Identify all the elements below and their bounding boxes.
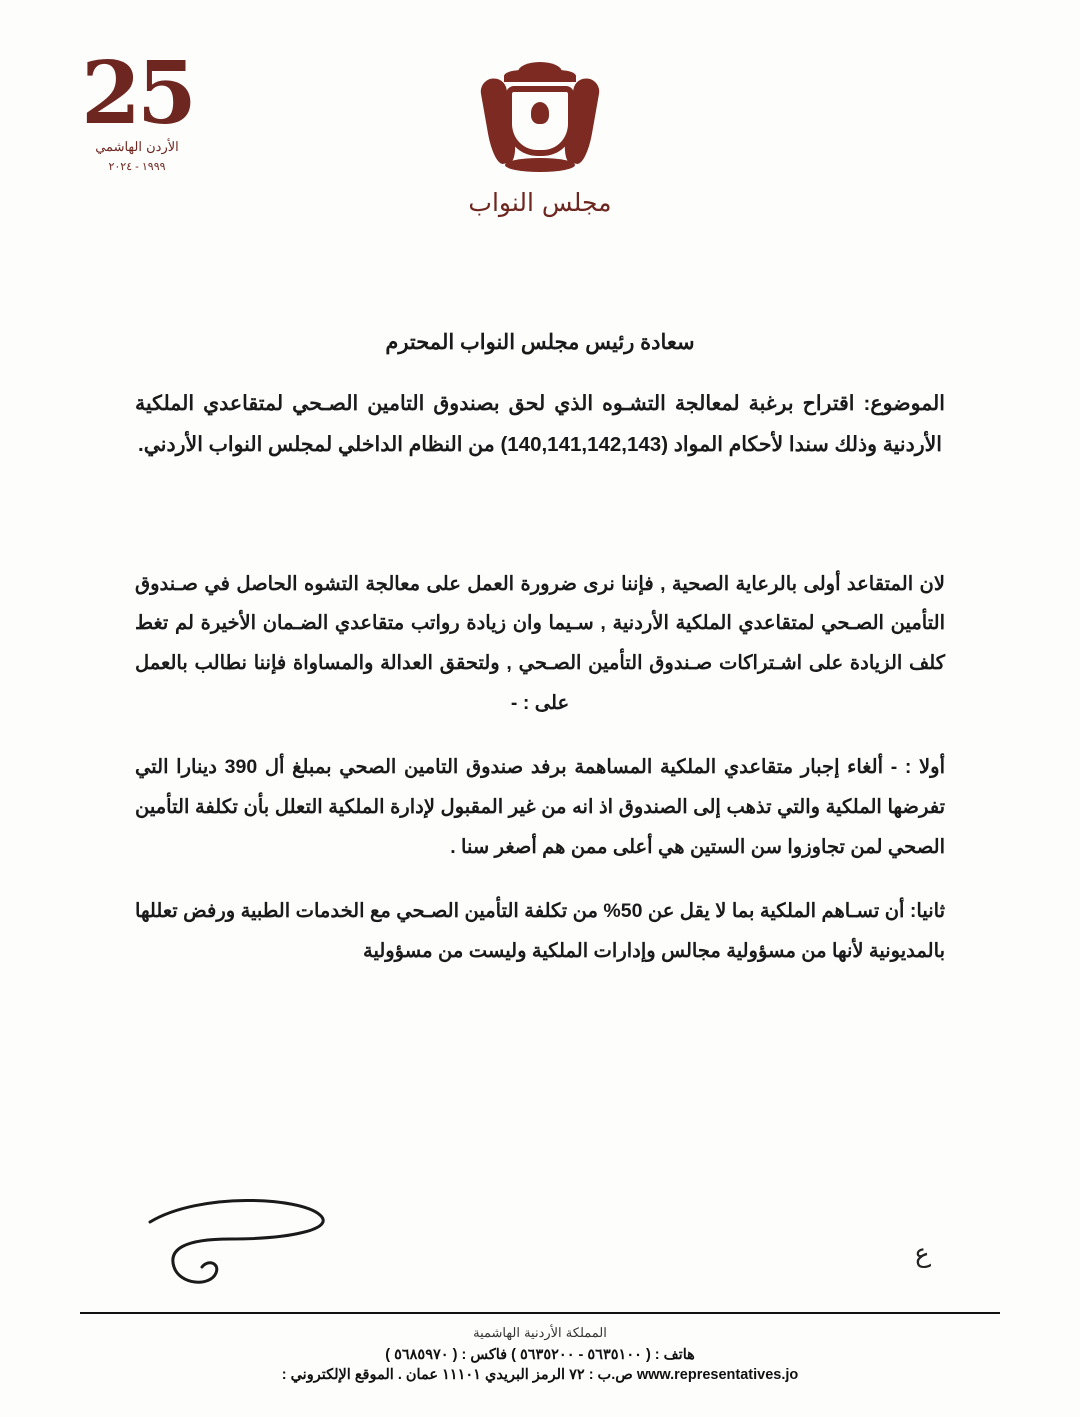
signature-area	[0, 1187, 1080, 1307]
document-body	[0, 270, 1080, 972]
anniversary-numeral: 25	[81, 43, 193, 144]
anniversary-logo	[62, 43, 212, 174]
footer-website[interactable]: www.representatives.jo	[636, 1367, 799, 1383]
subject-line: الموضوع: اقتراح برغبة لمعالجة التشـوه الذي لحق بصندوق التامين الصـحي لمتقاعدي الملكية الأردنية وذلك سندا لأحكام المواد (140,141,142,143) من النظام الداخلي لمجلس النواب الأردني.	[135, 392, 945, 456]
anniversary-label: الأردن الهاشمي	[95, 140, 179, 156]
paragraph-second-demand: ثانيا: أن تسـاهم الملكية بما لا يقل عن 50% من تكلفة التأمين الصـحي مع الخدمات الطبية ورفض تعللها بالمديونية لأنها من مسؤولية مجالس وإدارات الملكية وليست من مسؤولية	[135, 900, 945, 963]
signature-initial: ع	[912, 1238, 933, 1270]
document-header	[0, 0, 1080, 270]
crest-caption: مجلس النواب	[468, 188, 612, 217]
document-footer	[0, 1312, 1080, 1387]
footer-seal-word: المملكة الأردنية الهاشمية	[473, 1326, 607, 1341]
hashemite-crest-icon	[480, 62, 600, 172]
parliament-crest	[440, 62, 640, 217]
paragraph-first-demand: أولا : - ألغاء إجبار متقاعدي الملكية المساهمة برفد صندوق التامين الصحي بمبلغ أل 390 دينارا التي تفرضها الملكية والتي تذهب إلى الصندوق اذ انه من غير المقبول لإدارة الملكية التعلل بأن تكلفة التأمين الصحي لمن تجاوزوا سن الستين هي أعلى ممن هم أصغر سنا .	[135, 756, 945, 859]
addressee-line: سعادة رئيس مجلس النواب المحترم	[385, 331, 695, 354]
footer-address-line	[80, 1367, 1000, 1383]
signature-stroke	[140, 1187, 400, 1307]
footer-address-text: ص.ب : ٧٢ الرمز البريدي ١١١٠١ عمان . الموقع الإلكتروني :	[281, 1367, 633, 1383]
footer-divider	[80, 1312, 1000, 1314]
paragraph-intro: لان المتقاعد أولى بالرعاية الصحية , فإننا نرى ضرورة العمل على معالجة التشوه الحاصل في صـندوق التأمين الصـحي لمتقاعدي الملكية الأردنية , سـيما وان زيادة رواتب متقاعدي الضـمان الأخيرة لم تغط كلف الزيادة على اشـتراكات صـندوق التأمين الصـحي , ولتحقق العدالة والمساواة فإننا نطالب بالعمل على : -	[135, 572, 945, 715]
footer-contact-line: هاتف : ( ٥٦٣٥١٠٠ - ٥٦٣٥٢٠٠ ) فاكس : ( ٥٦٨٥٩٧٠ )	[385, 1347, 695, 1363]
anniversary-years: ١٩٩٩ - ٢٠٢٤	[108, 161, 166, 174]
